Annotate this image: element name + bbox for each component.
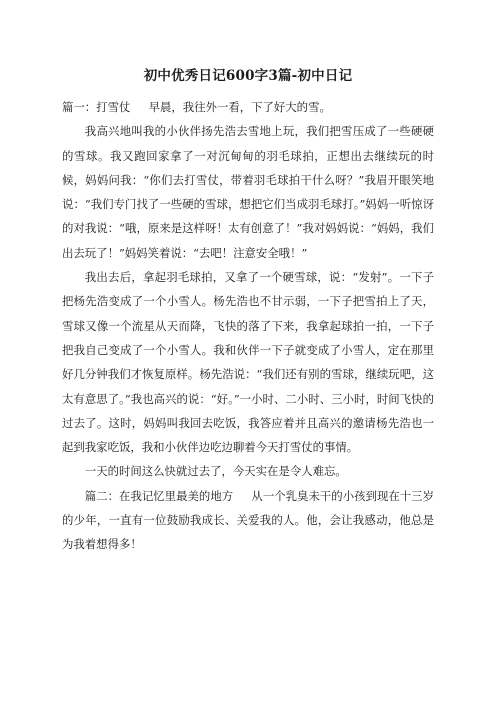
- paragraph-3: 一天的时间这么快就过去了，今天实在是令人难忘。: [84, 464, 347, 479]
- paragraph-1: 我高兴地叫我的小伙伴扬先浩去雪地上玩，我们把雪压成了一些硬硬的雪球。我又跑回家拿了一对沉甸甸的羽毛球拍，正想出去继续玩的时候，妈妈问我：“你们去打雪仗，带着羽毛球拍干什么呀？”我眉开眼笑地说：“我们专门找了一些硬的雪球，想把它们当成羽毛球打。”妈妈一听惊讶的对我说：“哦，原来是这样呀！太有创意了！”我对妈妈说：“妈妈，我们出去玩了！”妈妈笑着说：“去吧！注意安全哦！”: [62, 124, 434, 260]
- intro-label: 篇一：打雪仗: [62, 100, 131, 114]
- intro-paragraph: [62, 95, 434, 119]
- intro-text: 早晨，我往外一看，下了好大的雪。: [148, 100, 331, 114]
- second-article-paragraph: [62, 484, 434, 557]
- paragraph-2: 我出去后，拿起羽毛球拍，又拿了一个硬雪球，说：“发射”。一下子把杨先浩变成了一个小雪人。杨先浩也不甘示弱，一下子把雪拍上了天，雪球又像一个流星从天而降，飞快的落了下来，我拿起球拍一拍，一下子把我自己变成了一个小雪人。我和伙伴一下子就变成了小雪人，定在那里好几分钟我们才恢复原样。杨先浩说：“我们还有别的雪球，继续玩吧，这太有意思了。”我也高兴的说：“好。”一小时、二小时、三小时，时间飞快的过去了。这时，妈妈叫我回去吃饭，我答应着并且高兴的邀请杨先浩也一起到我家吃饭，我和小伙伴边吃边聊着今天打雪仗的事情。: [62, 270, 434, 455]
- document-title: 初中优秀日记600字3篇-初中日记: [143, 68, 353, 84]
- second-article-label: 篇二：在我记忆里最美的地方: [84, 488, 234, 503]
- second-article-text: 从一个乳臭未干的小孩到现在十三岁的少年，一直有一位鼓励我成长、关爱我的人。他，会让我感动，他总是为我着想得多！: [62, 488, 434, 552]
